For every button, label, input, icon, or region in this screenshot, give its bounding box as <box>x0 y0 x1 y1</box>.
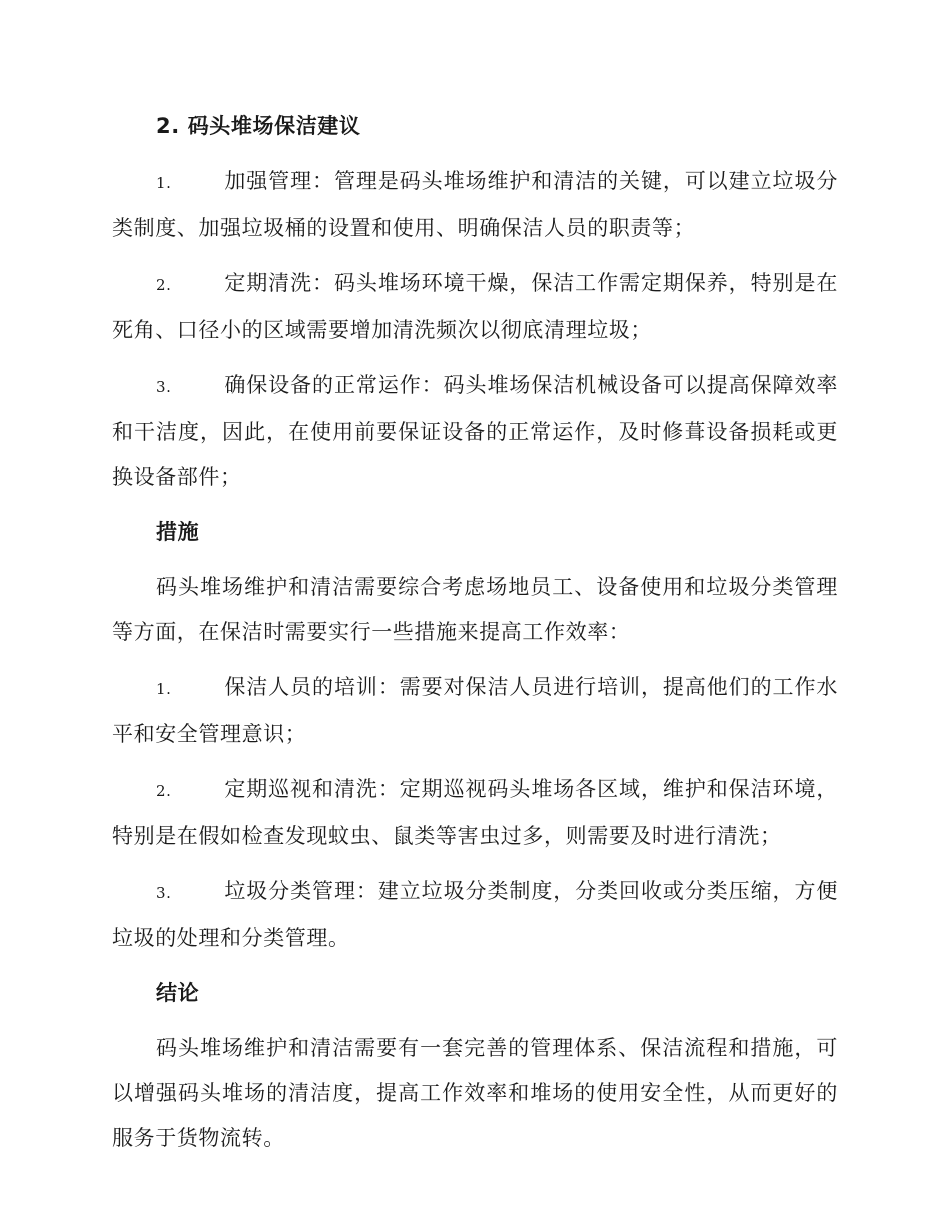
section-heading-cleaning-advice: 2. 码头堆场保洁建议 <box>156 114 361 138</box>
list-item <box>112 261 838 353</box>
list-item-text: 定期巡视和清洗：定期巡视码头堆场各区域，维护和保洁环境，特别是在假如检查发现蚊虫、鼠类等害虫过多，则需要及时进行清洗； <box>112 777 838 848</box>
conclusion-paragraph: 码头堆场维护和清洁需要有一套完善的管理体系、保洁流程和措施，可以增强码头堆场的清洁度，提高工作效率和堆场的使用安全性，从而更好的服务于货物流转。 <box>112 1036 838 1150</box>
list-item-number: 3. <box>156 884 172 902</box>
list-item-number: 1. <box>156 680 172 698</box>
list-item-text: 定期清洗：码头堆场环境干燥，保洁工作需定期保养，特别是在死角、口径小的区域需要增加清洗频次以彻底清理垃圾； <box>112 271 838 342</box>
list-item <box>112 159 838 251</box>
list-item-number: 2. <box>156 782 172 800</box>
section-heading-measures: 措施 <box>156 520 200 544</box>
list-item <box>112 363 838 500</box>
document-body <box>112 104 838 1171</box>
list-item-number: 3. <box>156 378 172 396</box>
list-item-text: 垃圾分类管理：建立垃圾分类制度，分类回收或分类压缩，方便垃圾的处理和分类管理。 <box>112 879 838 950</box>
list-item <box>112 665 838 757</box>
list-item-number: 2. <box>156 276 172 294</box>
list-item-text: 保洁人员的培训：需要对保洁人员进行培训，提高他们的工作水平和安全管理意识； <box>112 675 838 746</box>
list-item-number: 1. <box>156 174 172 192</box>
section-intro-paragraph: 码头堆场维护和清洁需要综合考虑场地员工、设备使用和垃圾分类管理等方面，在保洁时需要实行一些措施来提高工作效率： <box>112 575 838 644</box>
section-heading-conclusion: 结论 <box>156 981 200 1005</box>
list-item-text: 加强管理：管理是码头堆场维护和清洁的关键，可以建立垃圾分类制度、加强垃圾桶的设置和使用、明确保洁人员的职责等； <box>112 169 838 240</box>
list-item <box>112 869 838 961</box>
list-item-text: 确保设备的正常运作：码头堆场保洁机械设备可以提高保障效率和干洁度，因此，在使用前要保证设备的正常运作，及时修葺设备损耗或更换设备部件； <box>112 373 838 489</box>
list-item <box>112 767 838 859</box>
